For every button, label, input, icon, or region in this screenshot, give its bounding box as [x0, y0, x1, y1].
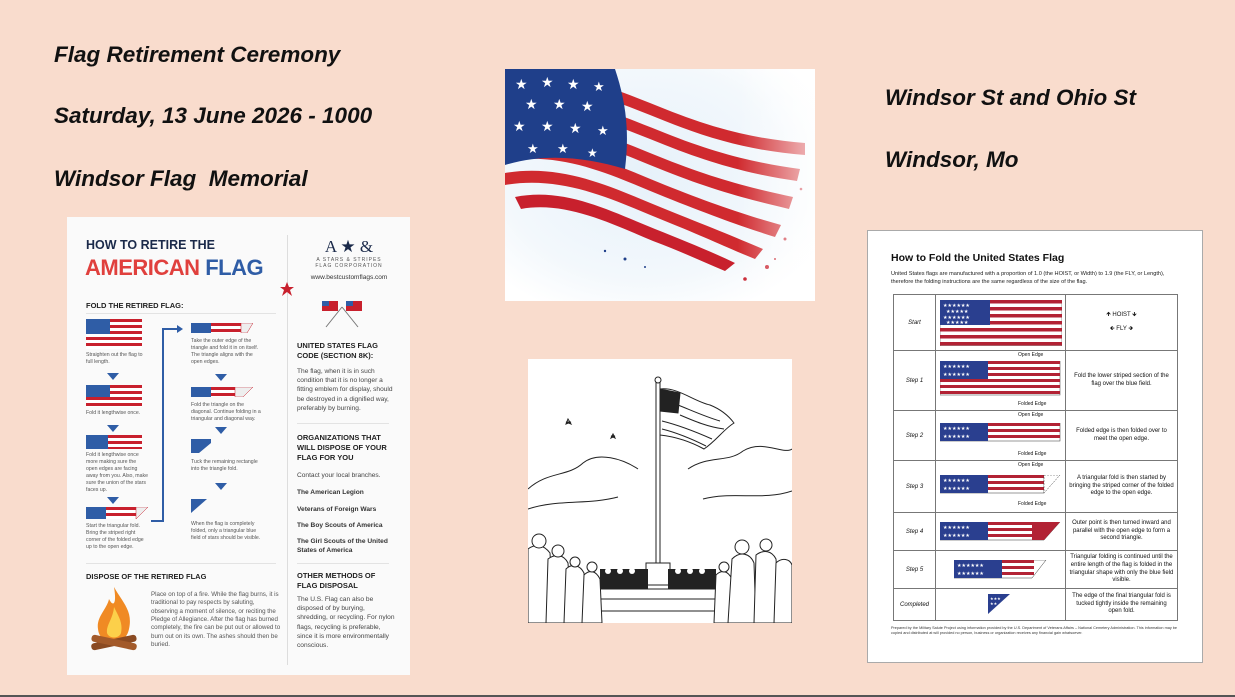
full-flag-icon: [940, 300, 1062, 346]
svg-text:★★★★★★: ★★★★★★: [943, 426, 970, 432]
svg-text:★★: ★★: [990, 601, 998, 606]
event-datetime: Saturday, 13 June 2026 - 1000: [54, 103, 373, 128]
row-image: [936, 411, 1066, 461]
divider: [86, 563, 276, 564]
table-row: [894, 551, 1178, 589]
fold-chart-intro: United States flags are manufactured with a proportion of 1.0 (the HOIST, or Width) to 1.9 (the FLY, or Length), therefore the folding instructions are the same regardless of the size of the flag.: [891, 271, 1165, 285]
svg-text:★★★★★★: ★★★★★★: [943, 372, 970, 378]
event-street: Windsor St and Ohio St: [885, 85, 1137, 110]
arrow-down-icon: [107, 373, 119, 380]
brand-logo: [299, 237, 399, 281]
code-text: The flag, when it is in such condition that it is no longer a fitting emblem for display, should be destroyed in a dignified way, preferably by burning.: [297, 368, 393, 412]
svg-text:★★★★★★: ★★★★★★: [957, 563, 984, 569]
event-city: Windsor, Mo: [885, 147, 1019, 172]
title-flag: FLAG: [205, 255, 264, 280]
flag-step-tuck-icon: [191, 439, 211, 453]
flag-ceremony-icon: [528, 359, 792, 623]
fold-chart-footer: Prepared by the Military Salute Project using information provided by the U.S. Department of Veterans Affairs – National Cemetery Administration. This information may be copied and distributed at will provided no person, business or organization receives any financial gain whatsoever.: [891, 626, 1178, 636]
orgs-heading: ORGANIZATIONS THAT WILL DISPOSE OF YOUR FLAG FOR YOU: [297, 433, 387, 463]
divider: [297, 563, 389, 564]
flag-step-full-icon: [86, 319, 142, 349]
title-american: AMERICAN: [85, 255, 200, 280]
table-row: [894, 411, 1178, 461]
logo-sub: FLAG CORPORATION: [315, 263, 383, 269]
arrow-down-icon: [215, 483, 227, 490]
fold-heading: FOLD THE RETIRED FLAG:: [86, 301, 184, 310]
org-item: The Boy Scouts of America: [297, 522, 383, 529]
flag-step-triangle-start-icon: [86, 507, 148, 519]
fold-flag-chart: [867, 230, 1203, 663]
org-item: The American Legion: [297, 489, 364, 496]
fly-label: 🡸 FLY 🡺: [1109, 325, 1134, 332]
row-image: [936, 461, 1066, 513]
event-venue: Windsor Flag Memorial: [54, 166, 308, 191]
open-edge-label: Open Edge: [1018, 352, 1044, 358]
table-row: [894, 513, 1178, 551]
code-heading: UNITED STATES FLAG CODE (SECTION 8K):: [297, 341, 378, 360]
row-desc: Folded edge is then folded over to meet the open edge.: [1066, 411, 1178, 461]
table-row: [894, 461, 1178, 513]
logo-mark: A ★ &: [324, 237, 374, 256]
step4-flag-icon: [940, 522, 1064, 544]
step-left-1: Straighten out the flag to full length.: [86, 352, 143, 366]
svg-text:★★★★★★: ★★★★★★: [943, 525, 970, 531]
row-desc: Outer point is then turned inward and parallel with the open edge to form a second triangle.: [1066, 513, 1178, 551]
step-left-4: Start the triangular fold. Bring the striped right corner of the folded edge up to the open edge.: [86, 523, 144, 551]
arrow-down-icon: [215, 374, 227, 381]
waving-flag-image: [505, 69, 815, 301]
table-row: [894, 295, 1178, 351]
campfire-icon: [87, 585, 141, 655]
arrow-down-icon: [107, 425, 119, 432]
table-row: [894, 589, 1178, 621]
logo-name: A STARS & STRIPES: [316, 257, 382, 263]
row-label: Step 3: [894, 461, 936, 513]
divider: [86, 313, 276, 314]
org-item: The Girl Scouts of the United States of America: [297, 538, 388, 554]
step-left-2: Fold it lengthwise once.: [86, 410, 141, 416]
row-label: Step 2: [894, 411, 936, 461]
completed-triangle-icon: [988, 594, 1012, 616]
svg-text:★★★★★★: ★★★★★★: [957, 571, 984, 577]
svg-text:★★★★★★: ★★★★★★: [943, 434, 970, 440]
step-right-2: Fold the triangle on the diagonal. Continue folding in a triangular and diagonal way.: [191, 402, 261, 423]
folded-edge-label: Folded Edge: [1018, 501, 1047, 507]
step5-flag-icon: [954, 560, 1050, 582]
row-desc: Fold the lower striped section of the flag over the blue field.: [1066, 351, 1178, 411]
dispose-heading: DISPOSE OF THE RETIRED FLAG: [86, 572, 207, 581]
dispose-text: Place on top of a fire. While the flag burns, it is traditional to pay respects by saluting, observing a moment of silence, or reciting the Pledge of Allegiance. After the flag has burned completely, the fire can be put out or allowed to burn out on its own. The ashes should then be buried.: [151, 591, 281, 649]
other-methods-text: The U.S. Flag can also be disposed of by burying, shredding, or recycling. For nylon flags, recycling is preferable, since it is more environmentally conscious.: [297, 596, 395, 650]
svg-text:★★★★★: ★★★★★: [946, 309, 969, 315]
column-divider: [287, 235, 288, 665]
row-image: [936, 351, 1066, 411]
row-label: Step 5: [894, 551, 936, 589]
crossed-flags-icon: [320, 299, 364, 329]
waving-flag-icon: [505, 69, 815, 301]
open-edge-label: Open Edge: [1018, 412, 1044, 418]
row-label: Start: [894, 295, 936, 351]
svg-text:★★★★★★: ★★★★★★: [943, 533, 970, 539]
logo-url: www.bestcustomflags.com: [310, 274, 388, 281]
svg-text:★★★★★★: ★★★★★★: [943, 486, 970, 492]
step-right-3: Tuck the remaining rectangle into the triangle fold.: [191, 459, 258, 473]
svg-text:★★★: ★★★: [990, 596, 1001, 601]
fold-chart-title: How to Fold the United States Flag: [891, 252, 1065, 264]
step-right-4: When the flag is completely folded, only a triangular blue field of stars should be visible.: [191, 521, 261, 542]
folded-triangle-icon: [191, 499, 207, 513]
fold-steps-table: [893, 294, 1178, 621]
row-image: [936, 295, 1066, 351]
step2-flag-icon: [940, 423, 1064, 445]
row-desc: The edge of the final triangular fold is tucked tightly inside the remaining open fold.: [1066, 589, 1178, 621]
event-title: Flag Retirement Ceremony: [54, 42, 341, 67]
connector-arrow-icon: [149, 325, 183, 525]
retire-flag-infographic: [67, 217, 410, 675]
svg-text:★★★★★★: ★★★★★★: [943, 364, 970, 370]
row-label: Step 4: [894, 513, 936, 551]
ceremony-drawing-image: [528, 359, 792, 623]
svg-text:★★★★★★: ★★★★★★: [943, 315, 970, 321]
row-desc: Triangular folding is continued until the entire length of the flag is folded in the triangular shape with only the blue field visible.: [1066, 551, 1178, 589]
divider: [297, 423, 389, 424]
step1-flag-icon: [940, 361, 1064, 397]
arrow-down-icon: [215, 427, 227, 434]
star-icon: [280, 282, 294, 296]
row-image: [936, 551, 1066, 589]
row-desc: [1066, 295, 1178, 351]
arrow-down-icon: [107, 497, 119, 504]
svg-text:★★★★★★: ★★★★★★: [943, 478, 970, 484]
row-image: [936, 589, 1066, 621]
other-methods-heading: OTHER METHODS OF FLAG DISPOSAL: [297, 571, 376, 591]
row-label: Step 1: [894, 351, 936, 411]
flag-step-fold-icon: [191, 323, 253, 333]
org-item: Veterans of Foreign Wars: [297, 506, 377, 513]
orgs-intro: Contact your local branches.: [297, 472, 381, 479]
step-left-3: Fold it lengthwise once more making sure the open edges are facing away from you. Also, make sure the union of the stars faces up.: [86, 452, 148, 494]
row-desc: A triangular fold is then started by bringing the striped corner of the folded edge to the open edge.: [1066, 461, 1178, 513]
step3-flag-icon: [940, 475, 1064, 497]
open-edge-label: Open Edge: [1018, 462, 1044, 468]
row-label: Completed: [894, 589, 936, 621]
step-right-1: Take the outer edge of the triangle and fold it in on itself. The triangle aligns with the open edges.: [191, 338, 259, 366]
flag-step-quarter-icon: [86, 435, 142, 449]
row-image: [936, 513, 1066, 551]
flag-step-half-icon: [86, 385, 142, 407]
svg-text:★★★★★: ★★★★★: [946, 320, 969, 326]
svg-text:★★★★★★: ★★★★★★: [943, 303, 970, 309]
folded-edge-label: Folded Edge: [1018, 401, 1047, 407]
folded-edge-label: Folded Edge: [1018, 451, 1047, 457]
infographic-title-line2: [85, 255, 263, 281]
table-row: [894, 351, 1178, 411]
flag-step-diagonal-icon: [191, 387, 253, 397]
hoist-label: 🡹 HOIST 🡻: [1106, 311, 1137, 318]
infographic-title-line1: HOW TO RETIRE THE: [86, 238, 215, 252]
